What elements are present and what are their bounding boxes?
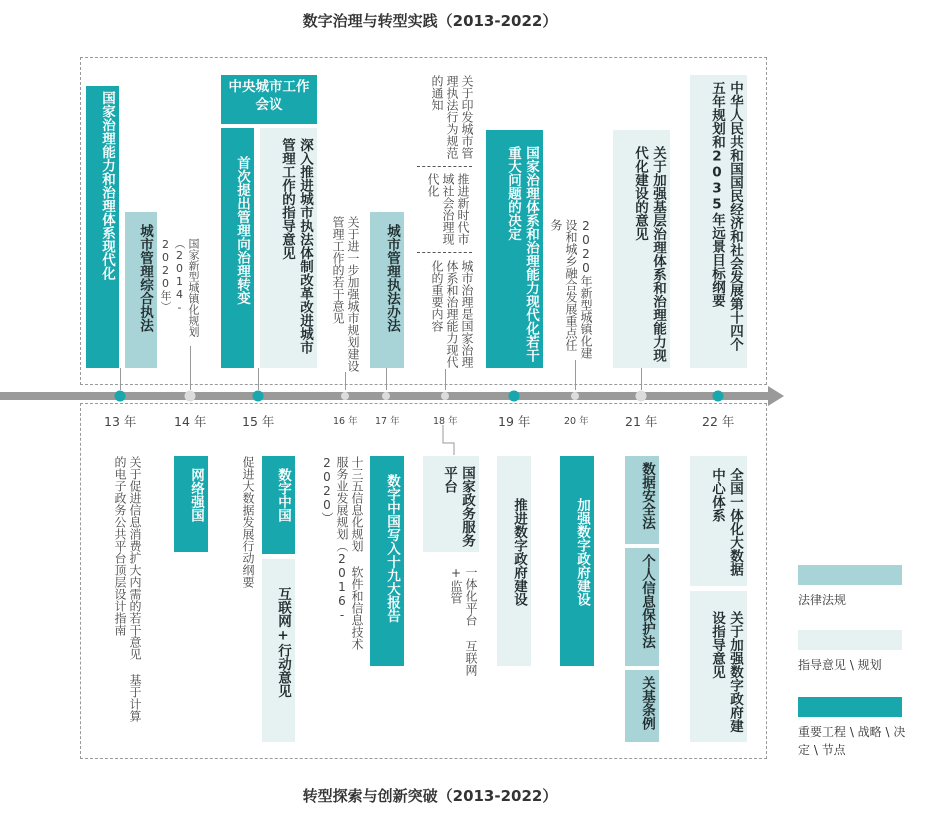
node-20 bbox=[571, 392, 579, 400]
top-title: 数字治理与转型实践（2013-2022） bbox=[302, 12, 558, 30]
box-internet-plus-action: 互联网+行动意见 bbox=[262, 559, 295, 742]
node-18 bbox=[441, 392, 449, 400]
box-digital-china-19th-congress: 数字中国写入十九大报告 bbox=[370, 456, 404, 666]
year-17: 17 年 bbox=[375, 416, 400, 427]
node-14 bbox=[185, 391, 196, 402]
node-19 bbox=[509, 391, 520, 402]
connector-18-bracket bbox=[430, 425, 460, 455]
box-digital-china: 数字中国 bbox=[262, 456, 295, 554]
box-national-data-center-system: 全国一体化大数据中心体系 bbox=[690, 456, 747, 586]
bottom-title: 转型探索与创新突破（2013-2022） bbox=[302, 787, 558, 805]
year-16: 16 年 bbox=[333, 416, 358, 427]
year-15: 15 年 bbox=[242, 414, 275, 429]
box-national-gov-service-platform: 国家政务服务平台 bbox=[423, 456, 479, 552]
text-enforcement-conduct-notice: 关于印发城市管理执法行为规范的通知 bbox=[430, 75, 474, 159]
box-data-security-law: 数据安全法 bbox=[625, 456, 659, 544]
box-urban-comprehensive-enforcement: 城市管理综合执法 bbox=[125, 212, 157, 368]
year-14: 14 年 bbox=[174, 414, 207, 429]
divider-18a bbox=[417, 166, 472, 167]
connector-13 bbox=[120, 368, 121, 390]
node-16 bbox=[341, 392, 349, 400]
year-22: 22 年 bbox=[702, 414, 735, 429]
year-19: 19 年 bbox=[498, 414, 531, 429]
connector-17 bbox=[386, 368, 387, 390]
text-18-platforms bbox=[426, 566, 478, 676]
text-urban-governance-content: 城市治理是国家治理体系和治理能力现代化的重要内容 bbox=[430, 260, 474, 368]
text-municipal-governance: 推进新时代市域社会治理现代化 bbox=[426, 173, 470, 245]
box-14th-five-year-plan: 中华人民共和国国民经济和社会发展第十四个五年规划和2035年远景目标纲要 bbox=[690, 75, 747, 368]
legend-label-major: 重要工程 \ 战略 \ 决定 \ 节点 bbox=[798, 725, 906, 757]
legend-swatch-major bbox=[798, 697, 902, 717]
box-urban-enforcement-measures: 城市管理执法办法 bbox=[370, 212, 404, 368]
legend-swatch-law bbox=[798, 565, 902, 585]
box-grassroots-governance-opinion: 关于加强基层治理体系和治理能力现代化建设的意见 bbox=[613, 130, 670, 368]
connector-21 bbox=[641, 368, 642, 390]
box-governance-decision: 国家治理体系和治理能力现代化若干重大问题的决定 bbox=[486, 130, 543, 368]
connector-14 bbox=[190, 346, 191, 390]
box-promote-digital-gov: 推进数字政府建设 bbox=[497, 456, 531, 666]
box-management-to-governance: 首次提出管理向治理转变 bbox=[221, 128, 254, 368]
box-critical-infrastructure-regulation: 关基条例 bbox=[625, 670, 659, 742]
text-info-consumption: 关于促进信息消费扩大内需的若干意见 bbox=[128, 456, 142, 660]
connector-20 bbox=[575, 360, 576, 390]
box-urban-enforcement-reform: 深入推进城市执法体制改革改进城市管理工作的指导意见 bbox=[260, 128, 317, 368]
node-17 bbox=[382, 392, 390, 400]
year-18: 18 年 bbox=[433, 416, 458, 427]
box-strengthen-digital-gov: 加强数字政府建设 bbox=[560, 456, 594, 666]
node-22 bbox=[713, 391, 724, 402]
text-egov-platform-guide: 基于计算的电子政务公共平台顶层设计指南 bbox=[113, 456, 142, 722]
node-15 bbox=[253, 391, 264, 402]
connector-15 bbox=[258, 368, 259, 390]
box-central-urban-conference: 中央城市工作会议 bbox=[221, 75, 317, 124]
divider-18b bbox=[417, 252, 472, 253]
text-urban-planning-opinions: 关于进一步加强城市规划建设管理工作的若干意见 bbox=[331, 216, 360, 372]
box-digital-gov-guidance: 关于加强数字政府建设指导意见 bbox=[690, 591, 747, 742]
text-integrated-platform: 一体化平台 bbox=[464, 566, 478, 626]
node-13 bbox=[115, 391, 126, 402]
text-big-data-action: 促进大数据发展行动纲要 bbox=[241, 456, 255, 588]
legend-label-law: 法律法规 bbox=[798, 593, 847, 607]
text-software-services-plan: 软件和信息技术服务业发展规划（2016-2020） bbox=[320, 456, 364, 650]
year-21: 21 年 bbox=[625, 414, 658, 429]
legend-swatch-guide bbox=[798, 630, 902, 650]
legend-label-guide: 指导意见 \ 规划 bbox=[798, 658, 882, 672]
text-info-consumption-egov bbox=[94, 456, 142, 726]
text-urbanization-plan-2014: 国家新型城镇化规划（2014-2020年） bbox=[159, 238, 200, 337]
text-13th-five-year-plans bbox=[316, 456, 364, 656]
connector-18 bbox=[445, 369, 446, 390]
box-personal-info-protection-law: 个人信息保护法 bbox=[625, 548, 659, 666]
text-2020-urbanization-tasks: 2020年新型城镇化建设和城乡融合发展重点任务 bbox=[549, 219, 593, 359]
year-13: 13 年 bbox=[104, 414, 137, 429]
node-21 bbox=[636, 391, 647, 402]
box-cyber-power: 网络强国 bbox=[174, 456, 208, 552]
year-20: 20 年 bbox=[564, 416, 589, 427]
text-internet-plus-supervision: 互联网+监管 bbox=[449, 566, 478, 676]
box-governance-modernization: 国家治理能力和治理体系现代化 bbox=[86, 86, 119, 368]
connector-16 bbox=[345, 372, 346, 390]
text-13th-five-year-informatization: 十三五信息化规划 bbox=[350, 456, 364, 552]
timeline-arrow-head bbox=[768, 386, 784, 406]
